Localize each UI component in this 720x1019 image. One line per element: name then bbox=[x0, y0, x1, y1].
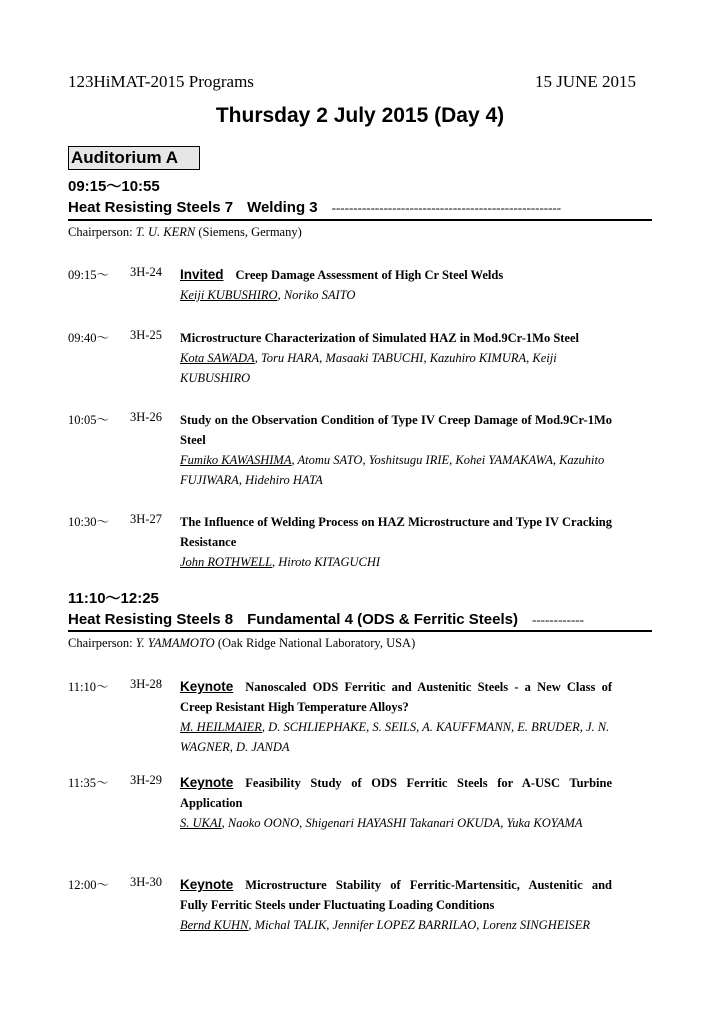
talk-title: Nanoscaled ODS Ferritic and Austenitic Steels - a New Class of Creep Resistant High Temperature Alloys? bbox=[180, 680, 612, 714]
talk-title: Microstructure Characterization of Simulated HAZ in Mod.9Cr-1Mo Steel bbox=[180, 331, 579, 345]
talk-time: 12:00～ bbox=[68, 878, 109, 892]
talk-time: 11:10～ bbox=[68, 680, 109, 694]
talk-code: 3H-30 bbox=[130, 875, 162, 889]
session-2-topic: Fundamental 4 (ODS & Ferritic Steels) bbox=[247, 611, 518, 628]
session-1-topic: Welding 3 bbox=[247, 199, 318, 216]
talk-time: 09:40～ bbox=[68, 331, 109, 345]
chair-label: Chairperson: bbox=[68, 636, 136, 650]
talk-code: 3H-28 bbox=[130, 677, 162, 691]
day-title: Thursday 2 July 2015 (Day 4) bbox=[215, 104, 505, 127]
chair-name: Y. YAMAMOTO bbox=[135, 636, 215, 650]
session-2-heading bbox=[68, 611, 584, 628]
session-1-chair bbox=[68, 225, 302, 240]
session-1-time: 09:15～10:55 bbox=[68, 178, 160, 195]
coauthors: , Noriko SAITO bbox=[277, 288, 356, 302]
session-1-name: Heat Resisting Steels 7 bbox=[68, 199, 234, 216]
talk-code: 3H-25 bbox=[130, 328, 162, 342]
chair-name: T. U. KERN bbox=[135, 225, 196, 239]
session-2-name: Heat Resisting Steels 8 bbox=[68, 611, 234, 628]
talk-title: Creep Damage Assessment of High Cr Steel Welds bbox=[235, 268, 504, 282]
chair-label: Chairperson: bbox=[68, 225, 136, 239]
coauthors: , D. SCHLIEPHAKE, S. SEILS, A. KAUFFMANN, E. BRUDER, J. N. WAGNER, D. JANDA bbox=[180, 720, 610, 754]
room-label: Auditorium A bbox=[68, 146, 200, 170]
presenter: M. HEILMAIER bbox=[180, 720, 262, 734]
keynote-tag: Keynote bbox=[180, 679, 234, 694]
talk-time: 11:35～ bbox=[68, 776, 109, 790]
chair-affiliation: (Siemens, Germany) bbox=[195, 225, 302, 239]
session-2-chair bbox=[68, 636, 415, 651]
invited-tag: Invited bbox=[180, 267, 224, 282]
coauthors: , Michal TALIK, Jennifer LOPEZ BARRILAO, Lorenz SINGHEISER bbox=[248, 918, 591, 932]
session-1-rule bbox=[68, 219, 652, 221]
program-name: 123HiMAT-2015 Programs bbox=[68, 72, 254, 91]
presenter: John ROTHWELL bbox=[180, 555, 273, 569]
talk-time: 10:05～ bbox=[68, 413, 109, 427]
session-2-dashes: ------------ bbox=[531, 612, 584, 627]
session-1-dashes: ----------------------------------------------------- bbox=[331, 200, 562, 215]
chair-affiliation: (Oak Ridge National Laboratory, USA) bbox=[214, 636, 416, 650]
coauthors: , Toru HARA, Masaaki TABUCHI, Kazuhiro KIMURA, Keiji KUBUSHIRO bbox=[180, 351, 557, 385]
keynote-tag: Keynote bbox=[180, 877, 234, 892]
talk-time: 09:15～ bbox=[68, 268, 109, 282]
session-2-time: 11:10～12:25 bbox=[68, 590, 159, 607]
talk-code: 3H-24 bbox=[130, 265, 162, 279]
presenter: S. UKAI bbox=[180, 816, 222, 830]
presenter: Fumiko KAWASHIMA bbox=[180, 453, 292, 467]
program-date: 15 JUNE 2015 bbox=[534, 72, 636, 91]
presenter: Keiji KUBUSHIRO bbox=[180, 288, 278, 302]
talk-title: The Influence of Welding Process on HAZ Microstructure and Type IV Cracking Resistance bbox=[180, 515, 612, 549]
session-1-heading bbox=[68, 199, 561, 216]
coauthors: , Naoko OONO, Shigenari HAYASHI Takanari OKUDA, Yuka KOYAMA bbox=[221, 816, 583, 830]
talk-code: 3H-27 bbox=[130, 512, 162, 526]
talk-time: 10:30～ bbox=[68, 515, 109, 529]
presenter: Kota SAWADA bbox=[180, 351, 255, 365]
presenter: Bernd KUHN bbox=[180, 918, 249, 932]
talk-code: 3H-26 bbox=[130, 410, 162, 424]
coauthors: , Atomu SATO, Yoshitsugu IRIE, Kohei YAMAKAWA, Kazuhito FUJIWARA, Hidehiro HATA bbox=[180, 453, 605, 487]
talk-title: Study on the Observation Condition of Type IV Creep Damage of Mod.9Cr-1Mo Steel bbox=[180, 413, 612, 447]
keynote-tag: Keynote bbox=[180, 775, 234, 790]
coauthors: , Hiroto KITAGUCHI bbox=[272, 555, 381, 569]
talk-title: Microstructure Stability of Ferritic-Martensitic, Austenitic and Fully Ferritic Steels under Fluctuating Loading Conditions bbox=[180, 878, 612, 912]
talk-title: Feasibility Study of ODS Ferritic Steels for A-USC Turbine Application bbox=[180, 776, 612, 810]
session-2-rule bbox=[68, 630, 652, 632]
talk-code: 3H-29 bbox=[130, 773, 162, 787]
